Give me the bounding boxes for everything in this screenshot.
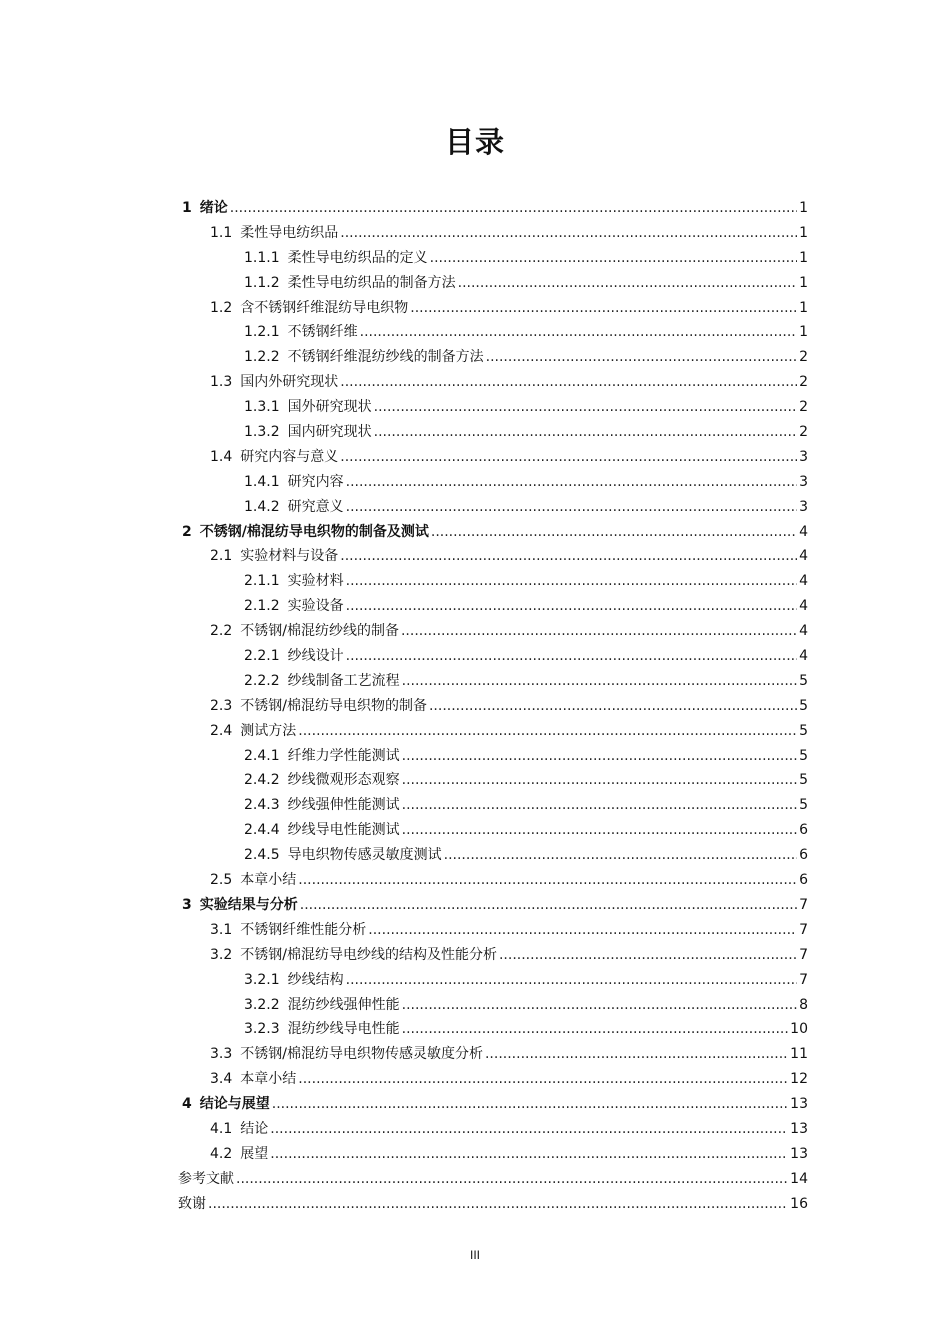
dot-leader bbox=[374, 395, 797, 420]
toc-entry[interactable] bbox=[178, 495, 808, 520]
dot-leader bbox=[346, 495, 797, 520]
dot-leader bbox=[458, 271, 797, 296]
dot-leader bbox=[298, 868, 797, 893]
toc-entry-number: 1.2.2 bbox=[244, 349, 280, 366]
toc-entry-number: 4.2 bbox=[210, 1145, 233, 1162]
toc-entry[interactable] bbox=[178, 918, 808, 943]
toc-entry-title: 纤维力学性能测试 bbox=[287, 747, 400, 764]
dot-leader bbox=[346, 569, 797, 594]
toc-entry-number: 2.4 bbox=[210, 722, 233, 739]
toc-entry-number: 2.5 bbox=[210, 872, 233, 889]
toc-entry-number: 2.4.2 bbox=[244, 772, 280, 789]
toc-entry-page-number: 3 bbox=[799, 498, 808, 515]
dot-leader bbox=[346, 594, 797, 619]
toc-entry[interactable] bbox=[178, 320, 808, 345]
toc-entry-title: 纱线结构 bbox=[287, 971, 344, 988]
toc-entry-title: 国外研究现状 bbox=[287, 399, 372, 416]
toc-entry-page-number: 6 bbox=[799, 822, 808, 839]
toc-entry-title: 国内研究现状 bbox=[287, 424, 372, 441]
toc-entry-page-number: 1 bbox=[799, 200, 808, 216]
toc-entry-page-number: 2 bbox=[799, 399, 808, 416]
toc-entry-page-number: 7 bbox=[799, 946, 808, 963]
toc-entry-title: 不锈钢/棉混纺纱线的制备 bbox=[240, 623, 399, 640]
toc-entry[interactable] bbox=[178, 395, 808, 420]
dot-leader bbox=[298, 719, 797, 744]
toc-entry[interactable] bbox=[178, 1142, 808, 1167]
toc-entry-title: 含不锈钢纤维混纺导电织物 bbox=[240, 299, 409, 316]
toc-entry[interactable] bbox=[178, 1017, 808, 1042]
toc-entry-number: 2.1.2 bbox=[244, 598, 280, 615]
toc-entry[interactable] bbox=[178, 968, 808, 993]
toc-entry-title: 柔性导电纺织品的制备方法 bbox=[287, 274, 456, 291]
toc-entry-page-number: 5 bbox=[799, 672, 808, 689]
toc-entry-title: 实验设备 bbox=[287, 598, 344, 615]
toc-entry-title: 不锈钢纤维混纺纱线的制备方法 bbox=[287, 349, 484, 366]
toc-entry-number: 1.1.2 bbox=[244, 274, 280, 291]
toc-entry[interactable] bbox=[178, 1092, 808, 1117]
toc-entry-page-number: 3 bbox=[799, 473, 808, 490]
toc-entry[interactable] bbox=[178, 694, 808, 719]
toc-entry-page-number: 13 bbox=[790, 1096, 808, 1113]
toc-entry-page-number: 1 bbox=[799, 274, 808, 291]
dot-leader bbox=[402, 744, 797, 769]
toc-entry-number: 1 bbox=[182, 200, 192, 216]
toc-entry-number: 3 bbox=[182, 896, 192, 913]
toc-entry[interactable] bbox=[178, 420, 808, 445]
toc-entry-page-number: 10 bbox=[790, 1021, 808, 1038]
toc-entry-number: 3.2.2 bbox=[244, 996, 280, 1013]
toc-entry-number: 2.1.1 bbox=[244, 573, 280, 590]
toc-entry-title: 纱线设计 bbox=[287, 648, 344, 665]
toc-entry-title: 不锈钢纤维 bbox=[287, 324, 358, 341]
toc-entry[interactable] bbox=[178, 544, 808, 569]
toc-entry-page-number: 1 bbox=[799, 324, 808, 341]
toc-entry-number: 3.1 bbox=[210, 921, 233, 938]
toc-entry-page-number: 7 bbox=[799, 971, 808, 988]
toc-entry-number: 2.4.1 bbox=[244, 747, 280, 764]
toc-entry-title: 不锈钢纤维性能分析 bbox=[240, 921, 367, 938]
dot-leader bbox=[402, 768, 797, 793]
dot-leader bbox=[410, 296, 797, 321]
toc-entry-number: 2.1 bbox=[210, 548, 233, 565]
toc-entry[interactable] bbox=[178, 296, 808, 321]
toc-entry[interactable] bbox=[178, 843, 808, 868]
toc-entry-title: 混纺纱线导电性能 bbox=[287, 1021, 400, 1038]
dot-leader bbox=[402, 993, 797, 1018]
toc-entry[interactable] bbox=[178, 943, 808, 968]
toc-entry-title: 展望 bbox=[240, 1145, 269, 1162]
dot-leader bbox=[340, 445, 797, 470]
toc-entry-title: 结论 bbox=[240, 1120, 269, 1137]
toc-entry[interactable] bbox=[178, 893, 808, 918]
toc-entry-title: 纱线微观形态观察 bbox=[287, 772, 400, 789]
toc-entry-page-number: 5 bbox=[799, 772, 808, 789]
toc-entry-title: 测试方法 bbox=[240, 722, 297, 739]
toc-entry-title: 研究内容与意义 bbox=[240, 448, 339, 465]
toc-entry-number: 3.2 bbox=[210, 946, 233, 963]
dot-leader bbox=[300, 893, 797, 918]
toc-entry[interactable] bbox=[178, 1042, 808, 1067]
toc-entry-page-number: 4 bbox=[799, 573, 808, 590]
toc-entry-number: 1.1.1 bbox=[244, 249, 280, 266]
toc-entry-number: 4.1 bbox=[210, 1120, 233, 1137]
toc-entry[interactable] bbox=[178, 445, 808, 470]
toc-entry-title: 不锈钢/棉混纺导电织物的制备 bbox=[240, 697, 427, 714]
toc-entry-number: 3.2.3 bbox=[244, 1021, 280, 1038]
toc-entry-page-number: 2 bbox=[799, 349, 808, 366]
toc-entry-number: 1.1 bbox=[210, 224, 233, 241]
toc-entry-title: 不锈钢/棉混纺导电织物传感灵敏度分析 bbox=[240, 1046, 483, 1063]
dot-leader bbox=[485, 1042, 788, 1067]
toc-entry-page-number: 6 bbox=[799, 872, 808, 889]
toc-entry[interactable] bbox=[178, 569, 808, 594]
toc-entry-page-number: 5 bbox=[799, 797, 808, 814]
dot-leader bbox=[486, 345, 797, 370]
toc-entry-number: 1.4.2 bbox=[244, 498, 280, 515]
toc-entry[interactable] bbox=[178, 993, 808, 1018]
dot-leader bbox=[346, 968, 797, 993]
dot-leader bbox=[444, 843, 797, 868]
toc-entry-number: 1.2.1 bbox=[244, 324, 280, 341]
toc-entry-page-number: 16 bbox=[790, 1195, 808, 1212]
dot-leader bbox=[346, 470, 797, 495]
toc-entry-page-number: 4 bbox=[799, 623, 808, 640]
toc-entry[interactable] bbox=[178, 1067, 808, 1092]
dot-leader bbox=[401, 619, 797, 644]
toc-entry-number: 2.4.5 bbox=[244, 847, 280, 864]
toc-entry-number: 2.2.1 bbox=[244, 648, 280, 665]
toc-entry-title: 实验材料与设备 bbox=[240, 548, 339, 565]
toc-entry-number: 2.2.2 bbox=[244, 672, 280, 689]
toc-entry-page-number: 8 bbox=[799, 996, 808, 1013]
dot-leader bbox=[431, 520, 797, 545]
toc-entry-page-number: 6 bbox=[799, 847, 808, 864]
toc-entry-title: 混纺纱线强伸性能 bbox=[287, 996, 400, 1013]
toc-entry-title: 不锈钢/棉混纺导电织物的制备及测试 bbox=[199, 523, 429, 540]
dot-leader bbox=[340, 370, 797, 395]
toc-entry[interactable] bbox=[178, 1192, 808, 1217]
dot-leader bbox=[402, 669, 797, 694]
toc-entry-page-number: 4 bbox=[799, 523, 808, 540]
dot-leader bbox=[298, 1067, 788, 1092]
toc-entry-number: 3.4 bbox=[210, 1071, 233, 1088]
toc-entry-page-number: 1 bbox=[799, 249, 808, 266]
toc-entry-page-number: 2 bbox=[799, 374, 808, 391]
toc-entry-title: 研究意义 bbox=[287, 498, 344, 515]
toc-entry-number: 1.3.1 bbox=[244, 399, 280, 416]
dot-leader bbox=[402, 818, 797, 843]
toc-entry-number: 3.2.1 bbox=[244, 971, 280, 988]
toc-entry[interactable] bbox=[178, 818, 808, 843]
toc-entry-page-number: 14 bbox=[790, 1170, 808, 1187]
table-of-contents bbox=[178, 196, 808, 1217]
toc-entry-number: 2.3 bbox=[210, 697, 233, 714]
toc-entry-number: 3.3 bbox=[210, 1046, 233, 1063]
page-number-footer: III bbox=[469, 1248, 480, 1262]
toc-entry-number: 4 bbox=[182, 1096, 192, 1113]
toc-entry-title: 结论与展望 bbox=[199, 1096, 270, 1113]
toc-entry[interactable] bbox=[178, 768, 808, 793]
dot-leader bbox=[230, 196, 797, 221]
dot-leader bbox=[272, 1092, 788, 1117]
toc-entry-page-number: 1 bbox=[799, 299, 808, 316]
toc-entry[interactable] bbox=[178, 1167, 808, 1192]
toc-entry-page-number: 3 bbox=[799, 448, 808, 465]
toc-entry-page-number: 5 bbox=[799, 747, 808, 764]
toc-entry-title: 柔性导电纺织品的定义 bbox=[287, 249, 428, 266]
toc-entry-page-number: 5 bbox=[799, 697, 808, 714]
dot-leader bbox=[429, 694, 797, 719]
toc-entry-page-number: 13 bbox=[790, 1145, 808, 1162]
dot-leader bbox=[270, 1117, 788, 1142]
dot-leader bbox=[360, 320, 797, 345]
toc-entry-title: 纱线强伸性能测试 bbox=[287, 797, 400, 814]
page-title: 目录 bbox=[444, 125, 505, 159]
toc-entry-number: 2.4.4 bbox=[244, 822, 280, 839]
toc-entry-number: 1.3.2 bbox=[244, 424, 280, 441]
toc-entry-title: 绪论 bbox=[199, 200, 228, 216]
toc-entry-page-number: 1 bbox=[799, 224, 808, 241]
toc-entry[interactable] bbox=[178, 719, 808, 744]
toc-entry[interactable] bbox=[178, 594, 808, 619]
toc-entry[interactable] bbox=[178, 744, 808, 769]
dot-leader bbox=[270, 1142, 788, 1167]
toc-entry-page-number: 12 bbox=[790, 1071, 808, 1088]
dot-leader bbox=[236, 1167, 788, 1192]
toc-entry[interactable] bbox=[178, 619, 808, 644]
toc-entry-page-number: 7 bbox=[799, 921, 808, 938]
toc-entry-number: 1.4.1 bbox=[244, 473, 280, 490]
toc-entry-title: 不锈钢/棉混纺导电纱线的结构及性能分析 bbox=[240, 946, 497, 963]
toc-entry-number: 1.2 bbox=[210, 299, 233, 316]
toc-entry-title: 实验材料 bbox=[287, 573, 344, 590]
toc-entry[interactable] bbox=[178, 1117, 808, 1142]
toc-entry[interactable] bbox=[178, 370, 808, 395]
dot-leader bbox=[368, 918, 797, 943]
dot-leader bbox=[340, 544, 797, 569]
toc-entry-page-number: 4 bbox=[799, 648, 808, 665]
toc-entry[interactable] bbox=[178, 246, 808, 271]
toc-entry-number: 1.3 bbox=[210, 374, 233, 391]
toc-entry-page-number: 11 bbox=[790, 1046, 808, 1063]
toc-entry-number: 1.4 bbox=[210, 448, 233, 465]
toc-entry[interactable] bbox=[178, 868, 808, 893]
dot-leader bbox=[208, 1192, 788, 1217]
toc-entry-page-number: 4 bbox=[799, 548, 808, 565]
toc-entry-page-number: 13 bbox=[790, 1120, 808, 1137]
toc-entry-title: 研究内容 bbox=[287, 473, 344, 490]
dot-leader bbox=[402, 793, 797, 818]
toc-entry[interactable] bbox=[178, 271, 808, 296]
dot-leader bbox=[374, 420, 797, 445]
dot-leader bbox=[430, 246, 797, 271]
toc-entry[interactable] bbox=[178, 644, 808, 669]
toc-entry[interactable] bbox=[178, 221, 808, 246]
toc-entry[interactable] bbox=[178, 520, 808, 545]
toc-entry-title: 纱线制备工艺流程 bbox=[287, 672, 400, 689]
toc-entry-title: 实验结果与分析 bbox=[199, 896, 298, 913]
dot-leader bbox=[340, 221, 797, 246]
dot-leader bbox=[499, 943, 797, 968]
toc-entry-number: 2.2 bbox=[210, 623, 233, 640]
toc-entry[interactable] bbox=[178, 470, 808, 495]
toc-entry-title: 本章小结 bbox=[240, 1071, 297, 1088]
toc-entry-title: 参考文献 bbox=[178, 1170, 234, 1187]
toc-entry-title: 柔性导电纺织品 bbox=[240, 224, 339, 241]
toc-entry-page-number: 7 bbox=[799, 896, 808, 913]
toc-entry-page-number: 5 bbox=[799, 722, 808, 739]
toc-entry-title: 导电织物传感灵敏度测试 bbox=[287, 847, 442, 864]
toc-entry[interactable] bbox=[178, 345, 808, 370]
toc-entry-title: 本章小结 bbox=[240, 872, 297, 889]
toc-entry-page-number: 2 bbox=[799, 424, 808, 441]
toc-entry-number: 2.4.3 bbox=[244, 797, 280, 814]
toc-entry-title: 致谢 bbox=[178, 1195, 206, 1212]
toc-entry[interactable] bbox=[178, 669, 808, 694]
toc-entry-page-number: 4 bbox=[799, 598, 808, 615]
dot-leader bbox=[402, 1017, 789, 1042]
toc-entry-number: 2 bbox=[182, 523, 192, 540]
dot-leader bbox=[346, 644, 797, 669]
toc-entry[interactable] bbox=[178, 793, 808, 818]
toc-entry-title: 纱线导电性能测试 bbox=[287, 822, 400, 839]
toc-entry[interactable] bbox=[178, 196, 808, 221]
toc-entry-title: 国内外研究现状 bbox=[240, 374, 339, 391]
